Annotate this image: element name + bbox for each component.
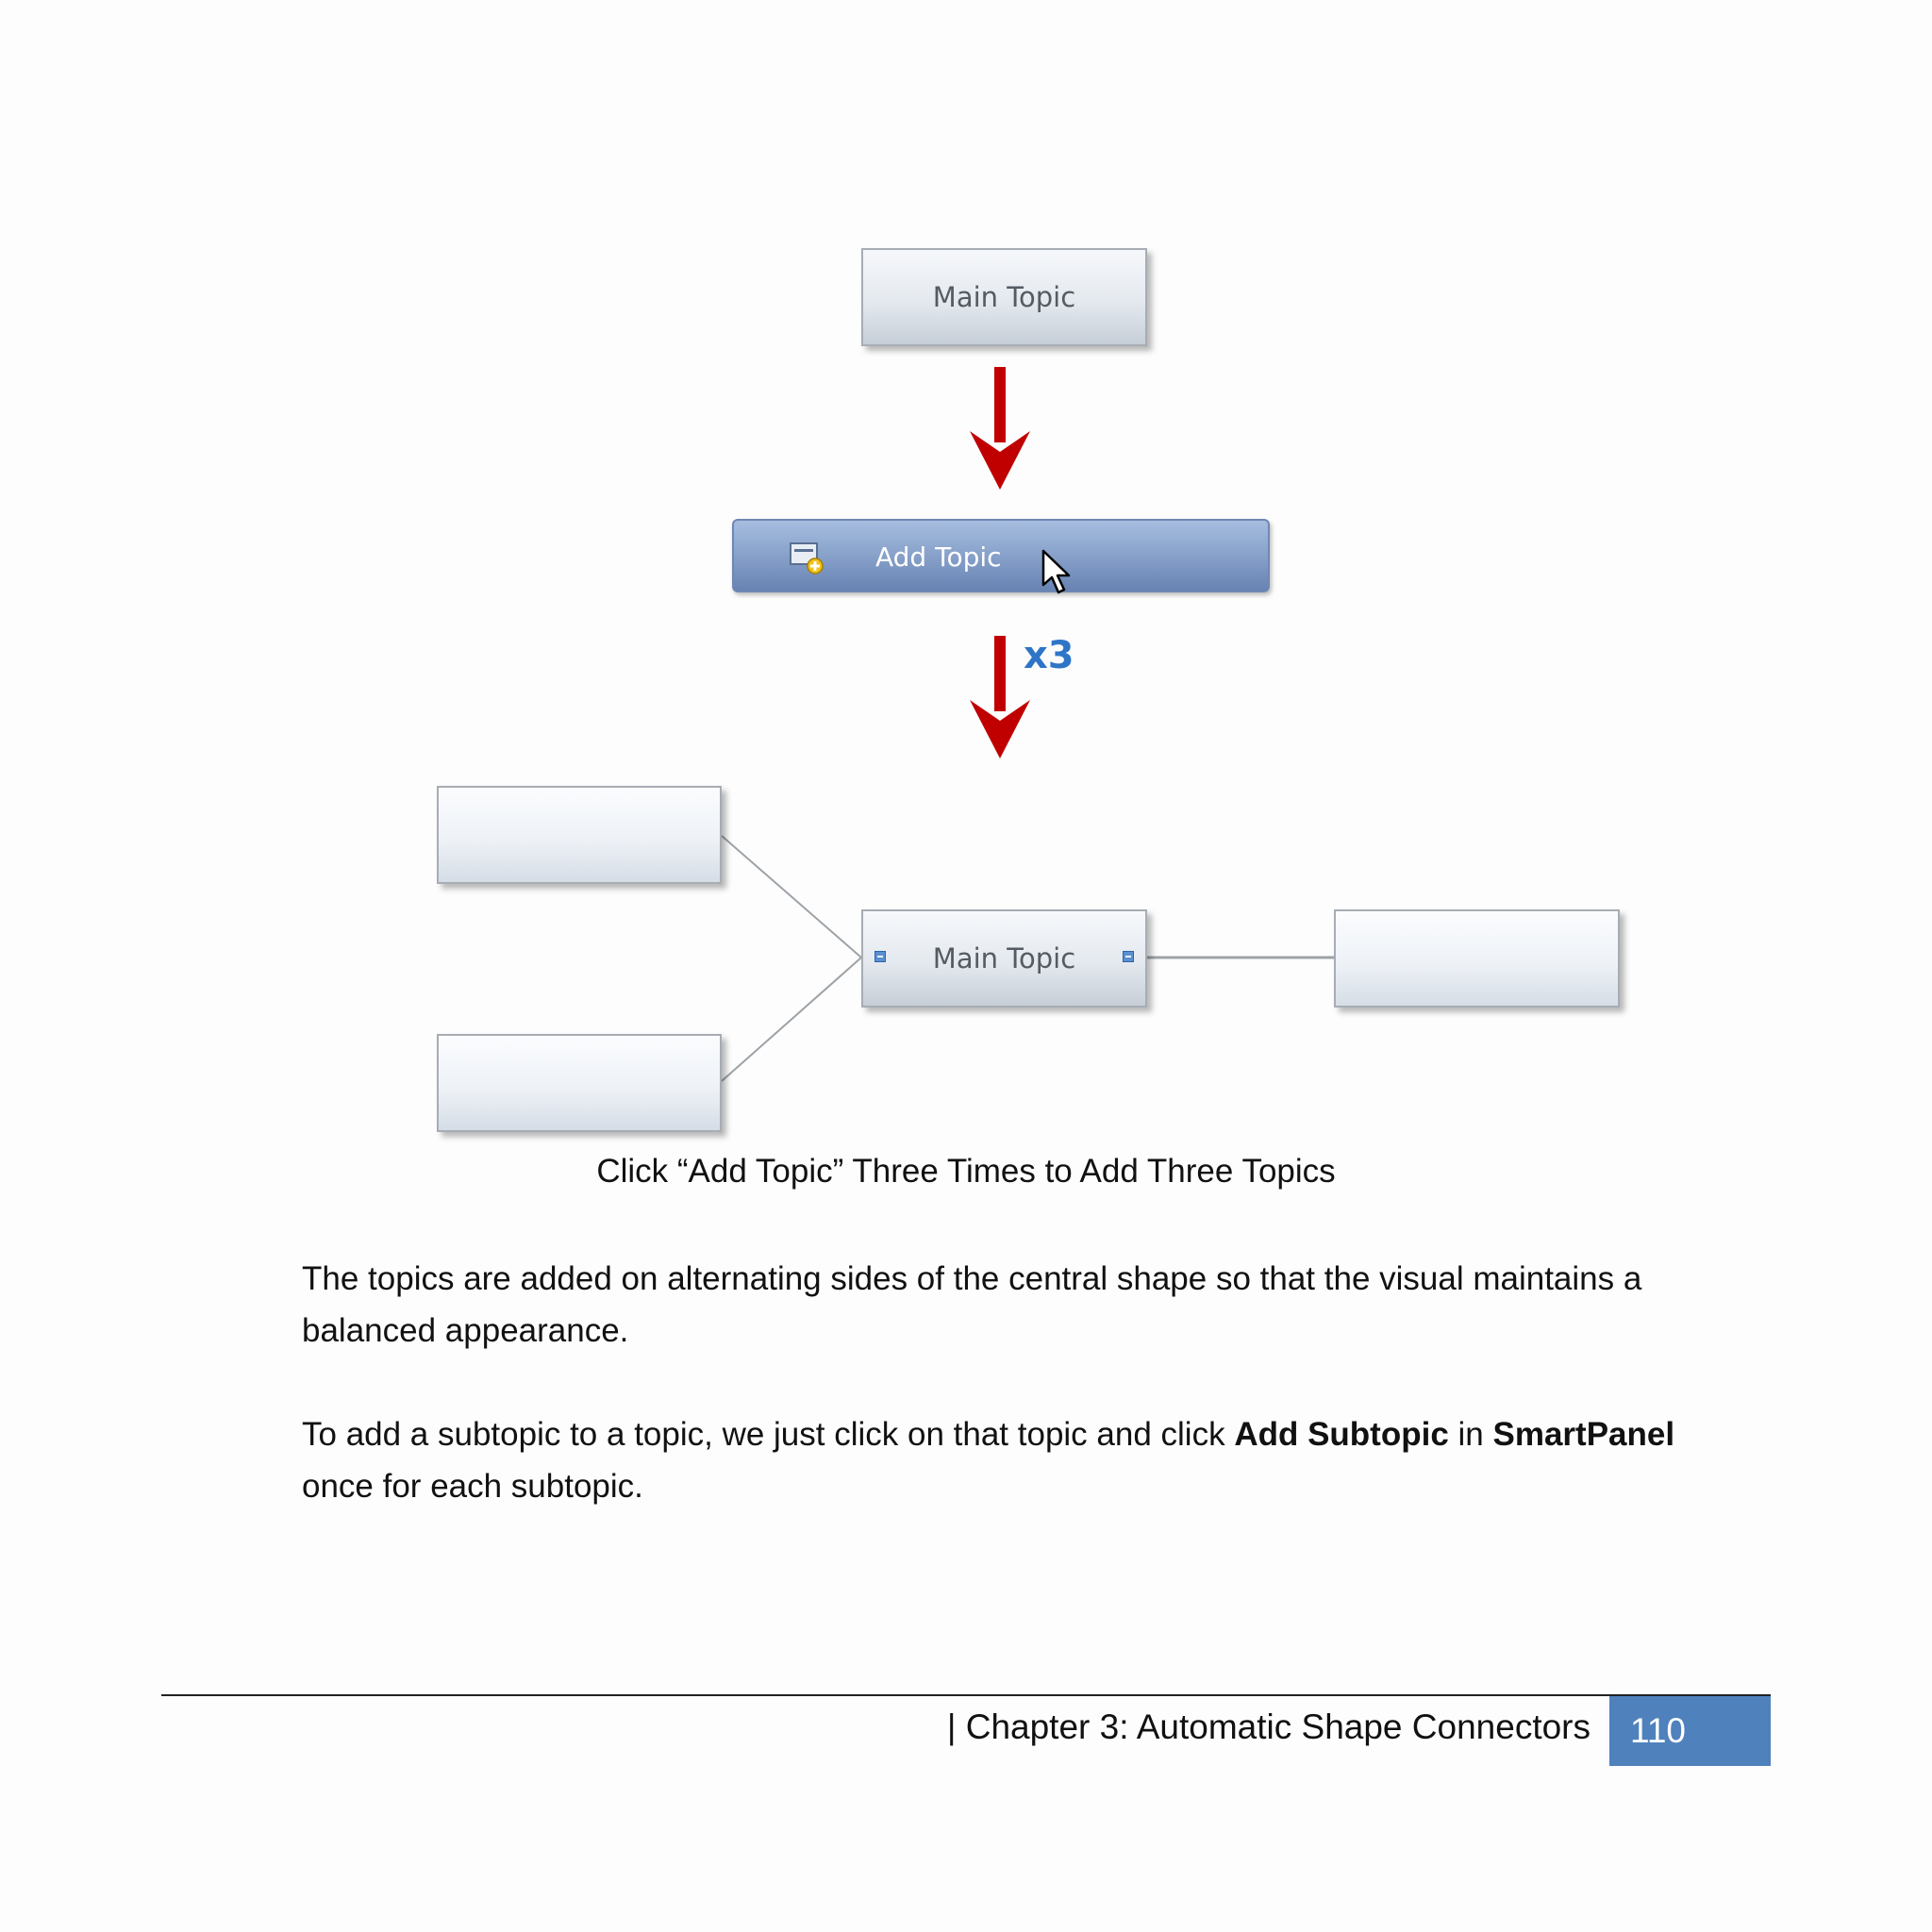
subtopic-lower-left[interactable]	[437, 1034, 722, 1132]
paragraph-balanced: The topics are added on alternating sides of the central shape so that the visual maintains a balanced appearance.	[302, 1260, 1642, 1349]
subtopic-upper-left[interactable]	[437, 786, 722, 884]
paragraph-subtopic-text-2: in	[1448, 1416, 1493, 1453]
collapse-left-icon[interactable]	[874, 951, 886, 962]
footer-rule	[161, 1694, 1771, 1696]
page-number: 110	[1609, 1696, 1771, 1766]
smartpanel-term: SmartPanel	[1492, 1416, 1675, 1453]
paragraph-subtopic	[302, 1408, 1698, 1512]
add-subtopic-term: Add Subtopic	[1234, 1416, 1449, 1453]
collapse-right-icon[interactable]	[1123, 951, 1134, 962]
footer-chapter-title: | Chapter 3: Automatic Shape Connectors	[946, 1707, 1591, 1746]
figure-caption: Click “Add Topic” Three Times to Add Three Topics	[596, 1153, 1336, 1190]
subtopic-right[interactable]	[1334, 909, 1620, 1008]
add-topic-label: Add Topic	[875, 541, 1002, 573]
connector-lower-left	[722, 958, 861, 1081]
repeat-count-label: x3	[1024, 634, 1074, 677]
paragraph-subtopic-text-1: To add a subtopic to a topic, we just click on that topic and click	[302, 1416, 1235, 1453]
central-topic-label: Main Topic	[932, 942, 1076, 974]
paragraph-subtopic-text-3: once for each subtopic.	[302, 1468, 643, 1505]
connector-upper-left	[722, 836, 861, 958]
central-topic-shape[interactable]	[861, 909, 1147, 1008]
main-topic-label: Main Topic	[932, 281, 1076, 313]
